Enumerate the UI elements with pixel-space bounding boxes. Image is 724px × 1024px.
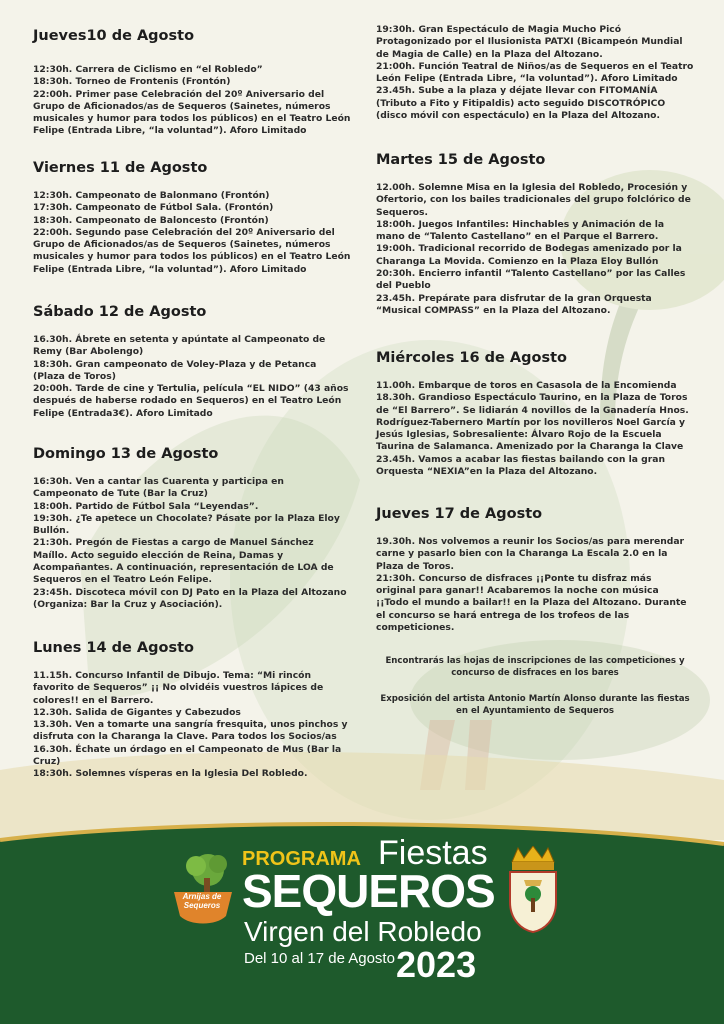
- event: 19:30h. Gran Espectáculo de Magia Mucho Picó Protagonizado por el Ilusionista PATXI (Bicampeón Mundial de Magia de Calle) en la Plaza del Altozano.: [376, 24, 683, 60]
- dates-subtitle: Del 10 al 17 de Agosto: [244, 950, 395, 967]
- day-heading: Miércoles 16 de Agosto: [376, 350, 567, 366]
- event: 21:30h. Pregón de Fiestas a cargo de Manuel Sánchez Maíllo. Acto seguido elección de Reina, Damas y Acompañantes. A continuación, representación de LOA de Sequeros en el Teatro León Felipe.: [33, 537, 334, 586]
- day-section: [376, 506, 694, 634]
- day-section: [33, 446, 351, 611]
- event: 22:00h. Segundo pase Celebración del 20º Aniversario del Grupo de Aficionados/as de Sequeros (Sainetes, números musicales y humor para todos los públicos) en el Teatro León Felipe (Entrada Libre, “la voluntad”). Aforo Limitado: [33, 226, 351, 275]
- event: 21:00h. Función Teatral de Niños/as de Sequeros en el Teatro León Felipe (Entrada Libre, “la voluntad”). Aforo Limitado: [376, 60, 694, 85]
- event: 18:30h. Gran campeonato de Voley-Plaza y de Petanca (Plaza de Toros): [33, 358, 317, 382]
- event: 16.30h. Ábrete en setenta y apúntate al Campeonato de Remy (Bar Abolengo): [33, 334, 326, 358]
- event: 16:30h. Ven a cantar las Cuarenta y participa en Campeonato de Tute (Bar la Cruz): [33, 476, 284, 500]
- event: 18:30h. Solemnes vísperas en la Iglesia Del Robledo.: [33, 768, 308, 780]
- day-section: [376, 350, 694, 478]
- day-section: [33, 640, 351, 781]
- virgen-subtitle: Virgen del Robledo: [244, 916, 482, 947]
- event: 23:45h. Discoteca móvil con DJ Pato en la Plaza del Altozano (Organiza: Bar la Cruz y Asociación).: [33, 586, 347, 610]
- event: 12.30h. Salida de Gigantes y Cabezudos: [33, 706, 241, 718]
- day-heading: Sábado 12 de Agosto: [33, 304, 207, 320]
- event: 18:00h. Partido de Fútbol Sala “Leyendas”.: [33, 500, 259, 512]
- coat-of-arms: [506, 846, 560, 934]
- day-heading: Viernes 11 de Agosto: [33, 160, 208, 176]
- arnijas-logo: [168, 848, 238, 928]
- event: 16.30h. Échate un órdago en el Campeonato de Mus (Bar la Cruz): [33, 743, 342, 768]
- event: 21:30h. Concurso de disfraces ¡¡Ponte tu disfraz más original para ganar!! Acabaremos la noche con música ¡¡Todo el mundo a bailar!! en la Plaza del Altozano. Durante el concurso se hará entrega de los trofeos de las competiciones.: [376, 572, 687, 634]
- day-heading: Jueves10 de Agosto: [33, 28, 195, 44]
- fiestas-title: Fiestas: [378, 834, 488, 872]
- event: 23.45h. Vamos a acabar las fiestas bailando con la gran Orquesta “NEXIA”en la Plaza del Altozano.: [376, 453, 665, 478]
- day-heading: Domingo 13 de Agosto: [33, 446, 219, 462]
- event: 18:30h. Torneo de Frontenis (Frontón): [33, 76, 231, 88]
- sequeros-title: SEQUEROS: [242, 865, 495, 917]
- day-section: [376, 152, 694, 317]
- event: 23.45h. Sube a la plaza y déjate llevar con FITOMANÍA (Tributo a Fito y Fitipaldis) acto seguido DISCOTRÓPICO (disco móvil con espectáculo) en la Plaza del Altozano.: [376, 85, 666, 122]
- event: 19:30h. ¿Te apetece un Chocolate? Pásate por la Plaza Eloy Bullón.: [33, 512, 340, 537]
- event: 12:30h. Carrera de Ciclismo en “el Robledo”: [33, 64, 263, 75]
- day-heading: Jueves 17 de Agosto: [376, 506, 543, 522]
- event: 19:00h. Tradicional recorrido de Bodegas amenizado por la Charanga La Movida. Comienzo en la Plaza Eloy Bullón: [376, 243, 682, 267]
- day-heading: Lunes 14 de Agosto: [33, 640, 194, 656]
- event: 20:30h. Encierro infantil “Talento Castellano” por las Calles del Pueblo: [376, 268, 686, 292]
- event: 12:30h. Campeonato de Balonmano (Frontón): [33, 190, 270, 201]
- note-exhibition: Exposición del artista Antonio Martín Alonso durante las fiestas en el Ayuntamiento de Sequeros: [380, 694, 690, 716]
- event: 18.30h. Grandioso Espectáculo Taurino, en la Plaza de Toros de “El Barrero”. Se lidiarán 4 novillos de la Ganadería Hnos. Rodríguez-Tabernero Martín por los novilleros Noel García y Jesús Iglesias, Sobresaliente: Álvaro Rojo de la Escuela Taurina de Salamanca. Amenizado por la Charanga la Clave: [376, 392, 689, 453]
- event: 12.00h. Solemne Misa en la Iglesia del Robledo, Procesión y Ofertorio, con los bailes tradicionales del grupo folclórico de Sequeros.: [376, 182, 691, 218]
- note-inscriptions: Encontrarás las hojas de inscripciones de las competiciones y concurso de disfraces en los bares: [385, 656, 685, 678]
- event: 19.30h. Nos volvemos a reunir los Socios/as para merendar carne y pasarlo bien con la Charanga La Escala 2.0 en la Plaza de Toros.: [376, 536, 685, 572]
- event: 13.30h. Ven a tomarte una sangría fresquita, unos pinchos y disfruta con la Charanga la Clave. Para todos los Socios/as: [33, 719, 348, 743]
- event: 23.45h. Prepárate para disfrutar de la gran Orquesta “Musical COMPASS” en la Plaza del Altozano.: [376, 292, 652, 316]
- day-section: [33, 28, 351, 138]
- event: 18:00h. Juegos Infantiles: Hinchables y Animación de la mano de “Talento Castellano” en el Parque el Barrero.: [376, 218, 665, 243]
- event: 22:00h. Primer pase Celebración del 20º Aniversario del Grupo de Aficionados/as de Sequeros (Sainetes, números musicales y humor para todos los públicos) en el Teatro León Felipe (Entrada Libre, “la voluntad”). Aforo Limitado: [33, 88, 351, 137]
- event: 18:30h. Campeonato de Baloncesto (Frontón): [33, 214, 269, 226]
- event: 17:30h. Campeonato de Fútbol Sala. (Frontón): [33, 202, 274, 214]
- day-section: [33, 160, 351, 276]
- event: 11.00h. Embarque de toros en Casasola de la Encomienda: [376, 380, 677, 391]
- year-title: 2023: [396, 944, 477, 985]
- day-section: [33, 304, 351, 420]
- day-section-continued: [376, 24, 694, 122]
- programa-label: PROGRAMA: [242, 848, 361, 870]
- event: 11.15h. Concurso Infantil de Dibujo. Tema: “Mi rincón favorito de Sequeros” ¡¡ No olvidéis vuestros lápices de colores!! en el Barrero.: [33, 670, 324, 706]
- day-heading: Martes 15 de Agosto: [376, 152, 546, 168]
- event: 20:00h. Tarde de cine y Tertulia, película “EL NIDO” (43 años después de haberse rodado en Sequeros) en el Teatro León Felipe (Entrada3€). Aforo Limitado: [33, 383, 349, 419]
- logo-text: Arnijas de Sequeros: [182, 892, 222, 910]
